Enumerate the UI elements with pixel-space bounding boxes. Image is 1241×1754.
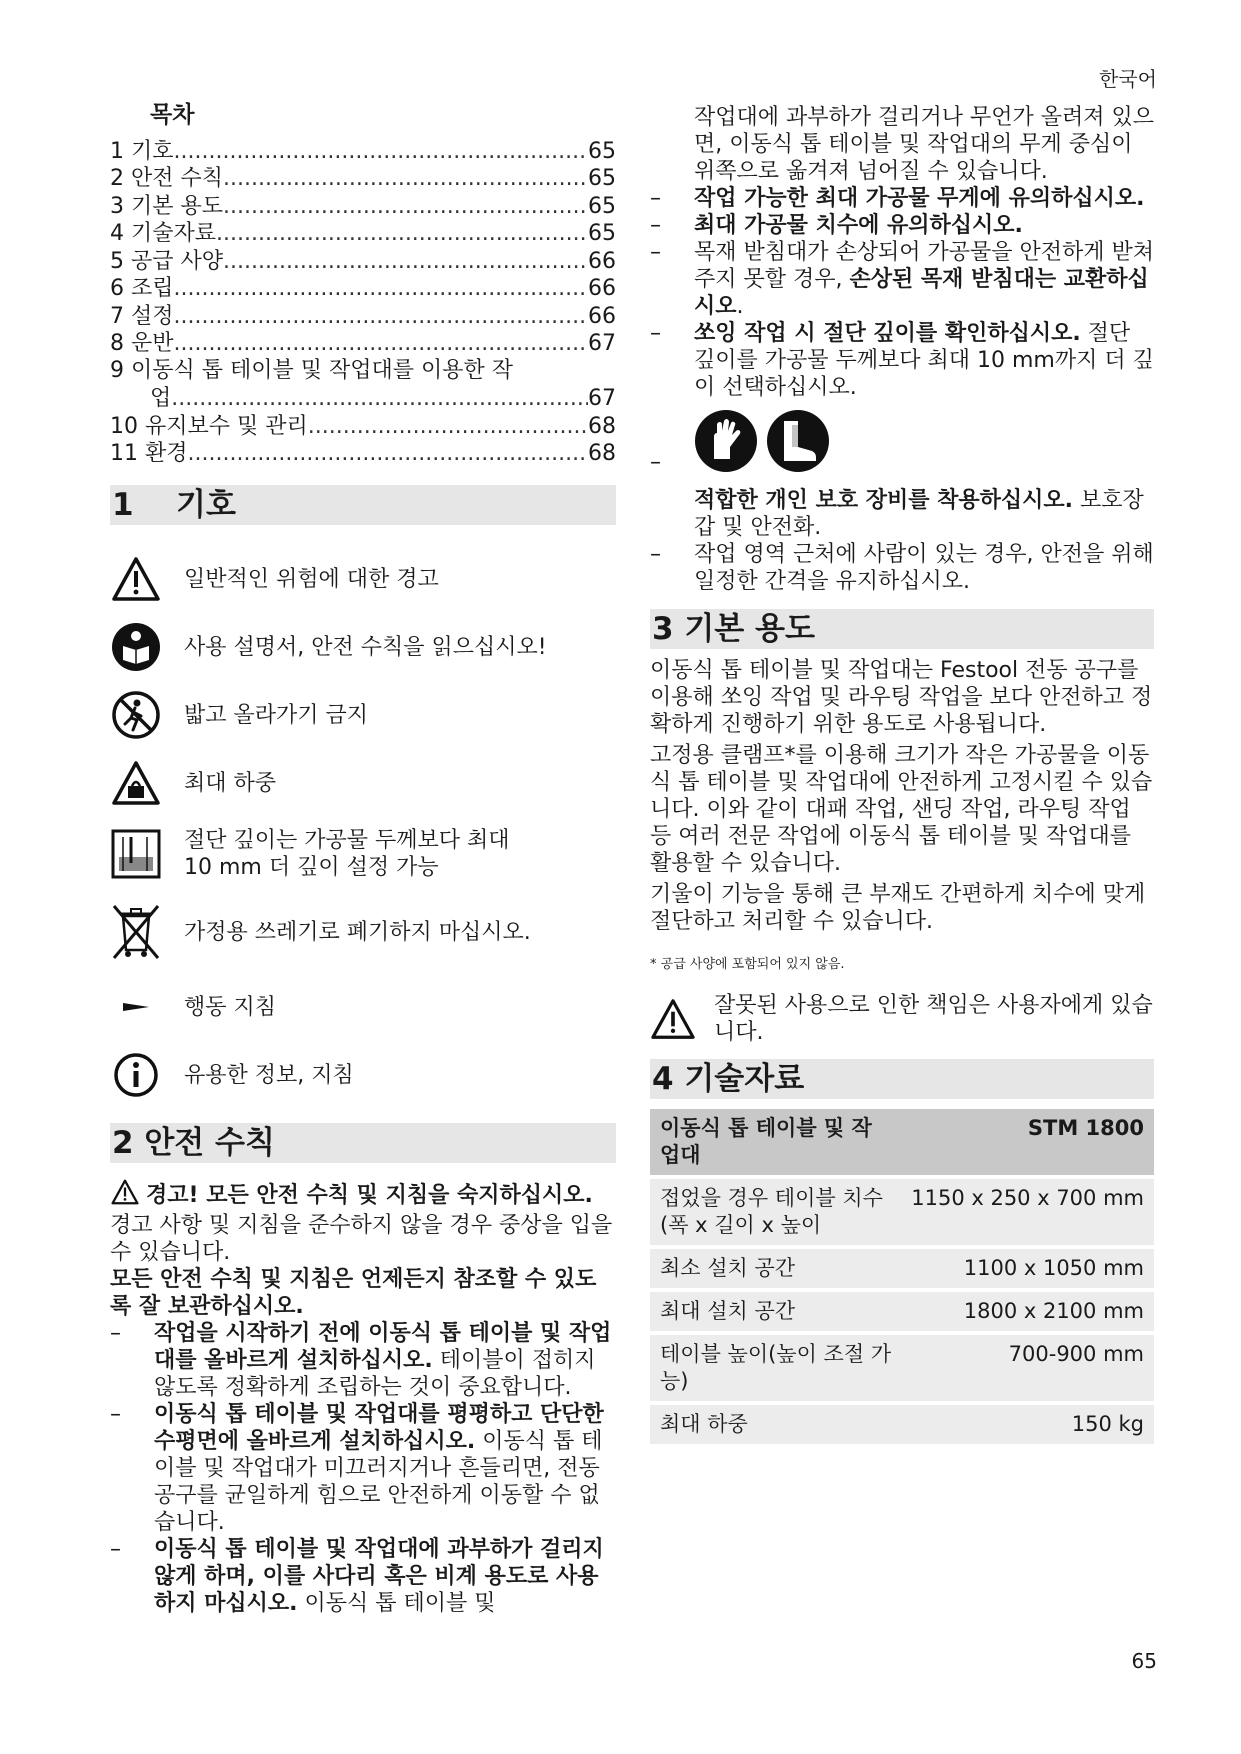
left-column — [110, 102, 616, 1617]
right-column — [650, 104, 1154, 1448]
ppe-icons — [694, 407, 1154, 481]
section-4-heading: 4 기술자료 — [650, 1059, 1154, 1099]
safety-item: – 이동식 톱 테이블 및 작업대에 과부하가 걸리지 않게 하며, 이를 사다리 혹은 비계 용도로 사용하지 마십시오. 이동식 톱 테이블 및 — [110, 1537, 604, 1616]
table-of-contents — [110, 137, 616, 467]
safety-item-ppe: – 적합한 개인 보호 장비를 착용하십시오. 보호장갑 및 안전화. — [650, 407, 1154, 541]
symbol-row: 밟고 올라가기 금지 — [110, 681, 616, 749]
toc-item[interactable]: 5 공급 사양 ..... 66 — [110, 247, 616, 275]
toc-item[interactable]: 1 기호 ..... 65 — [110, 137, 616, 165]
read-manual-icon — [110, 621, 162, 673]
keep-instructions-note: 모든 안전 수칙 및 지침은 언제든지 참조할 수 있도록 잘 보관하십시오. — [110, 1267, 597, 1319]
table-row: 최대 하중 150 kg — [650, 1403, 1154, 1446]
warning-triangle-icon — [650, 998, 700, 1047]
section-1-heading: 1 기호 — [110, 485, 616, 525]
no-climbing-icon — [110, 689, 162, 741]
symbol-row: 최대 하중 — [110, 749, 616, 817]
safety-item: – 작업 영역 근처에 사람이 있는 경우, 안전을 위해 일정한 간격을 유지하십시오. — [650, 542, 1154, 594]
toc-item[interactable]: 9 이동식 톱 테이블 및 작업대를 이용한 작 업 ..... 67 — [110, 357, 616, 412]
toc-item[interactable]: 11 환경 ..... 68 — [110, 440, 616, 468]
technical-data-table — [650, 1109, 1154, 1448]
safety-item: – 목재 받침대가 손상되어 가공물을 안전하게 받쳐주지 못할 경우, 손상된 목재 받침대는 교환하십시오. — [650, 240, 1155, 319]
table-row: 이동식 톱 테이블 및 작업대 STM 1800 — [650, 1109, 1154, 1177]
table-row: 접었을 경우 테이블 치수(폭 x 길이 x 높이 1150 x 250 x 700 mm — [650, 1177, 1154, 1247]
symbol-row: 사용 설명서, 안전 수칙을 읽으십시오! — [110, 613, 616, 681]
footnote: * 공급 사양에 포함되어 있지 않음. — [650, 957, 845, 972]
toc-item[interactable]: 8 운반 ..... 67 — [110, 330, 616, 358]
page-number: 65 — [1131, 1649, 1157, 1673]
symbol-row: 일반적인 위험에 대한 경고 — [110, 545, 616, 613]
toc-title: 목차 — [150, 102, 195, 128]
table-row: 최소 설치 공간 1100 x 1050 mm — [650, 1247, 1154, 1290]
section-3-heading: 3 기본 용도 — [650, 609, 1154, 649]
warning-triangle-icon — [110, 1179, 140, 1212]
toc-item[interactable]: 4 기술자료 ..... 65 — [110, 220, 616, 248]
crossed-bin-icon — [110, 906, 162, 958]
symbol-row: 가정용 쓰레기로 폐기하지 마십시오. — [110, 891, 616, 973]
action-arrow-icon — [110, 981, 162, 1033]
symbols-list — [110, 545, 616, 1109]
section-2-heading: 2 안전 수칙 — [110, 1123, 616, 1163]
safety-item: – 작업 가능한 최대 가공물 무게에 유의하십시오. — [650, 186, 1145, 211]
toc-item[interactable]: 3 기본 용도 ..... 65 — [110, 192, 616, 220]
max-load-icon — [110, 757, 162, 809]
intended-use-paragraph: 이동식 톱 테이블 및 작업대는 Festool 전동 공구를 이용해 쏘잉 작업 및 라우팅 작업을 보다 안전하고 정확하게 진행하기 위한 용도로 사용됩니다. — [650, 658, 1153, 737]
gloves-icon — [694, 409, 758, 480]
toc-item[interactable]: 10 유지보수 및 관리 ..... 68 — [110, 412, 616, 440]
toc-item[interactable]: 2 안전 수칙 ..... 65 — [110, 165, 616, 193]
language-label: 한국어 — [1099, 67, 1157, 91]
intended-use-paragraph: 기울이 기능을 통해 큰 부재도 간편하게 치수에 맞게 절단하고 처리할 수 있습니다. — [650, 882, 1146, 934]
safety-item: – 쏘잉 작업 시 절단 깊이를 확인하십시오. 절단 깊이를 가공물 두께보다 최대 10 mm까지 더 깊이 선택하십시오. — [650, 321, 1154, 400]
symbol-row: 유용한 정보, 지침 — [110, 1041, 616, 1109]
symbol-row: 행동 지침 — [110, 973, 616, 1041]
safety-item: – 이동식 톱 테이블 및 작업대를 평평하고 단단한 수평면에 올바르게 설치하십시오. 이동식 톱 테이블 및 작업대가 미끄러지거나 흔들리면, 전동 공구를 균일하게 힘으로 안전하게 이동할 수 없습니다. — [110, 1402, 604, 1535]
safety-item: – 최대 가공물 치수에 유의하십시오. — [650, 213, 1023, 238]
info-icon — [110, 1049, 162, 1101]
safety-boots-icon — [766, 409, 830, 480]
table-row: 최대 설치 공간 1800 x 2100 mm — [650, 1290, 1154, 1333]
warning-triangle-icon — [110, 553, 162, 605]
intended-use-paragraph: 고정용 클램프*를 이용해 크기가 작은 가공물을 이동식 톱 테이블 및 작업대에 안전하게 고정시킬 수 있습니다. 이와 같이 대패 작업, 샌딩 작업, 라우팅 작업 등 여러 전문 작업에 이동식 톱 테이블 및 작업대를 활용할 수 있습니다. — [650, 743, 1153, 876]
cutting-depth-icon — [110, 828, 162, 880]
safety-item: – 작업을 시작하기 전에 이동식 톱 테이블 및 작업대를 올바르게 설치하십시오. 테이블이 접히지 않도록 정확하게 조립하는 것이 중요합니다. — [110, 1321, 612, 1400]
toc-item[interactable]: 6 조립 ..... 66 — [110, 275, 616, 303]
toc-item[interactable]: 7 설정 ..... 66 — [110, 302, 616, 330]
safety-item-continuation: 작업대에 과부하가 걸리거나 무언가 올려져 있으면, 이동식 톱 테이블 및 작업대의 무게 중심이 위쪽으로 옮겨져 넘어질 수 있습니다. — [694, 105, 1155, 184]
general-warning: 경고! 모든 안전 수칙 및 지침을 숙지하십시오. 경고 사항 및 지침을 준수하지 않을 경우 중상을 입을 수 있습니다. — [110, 1179, 616, 1266]
symbol-row: 절단 깊이는 가공물 두께보다 최대 10 mm 더 깊이 설정 가능 — [110, 817, 616, 891]
table-row: 테이블 높이(높이 조절 가능) 700-900 mm — [650, 1333, 1154, 1403]
liability-note: 잘못된 사용으로 인한 책임은 사용자에게 있습니다. — [650, 992, 1154, 1047]
